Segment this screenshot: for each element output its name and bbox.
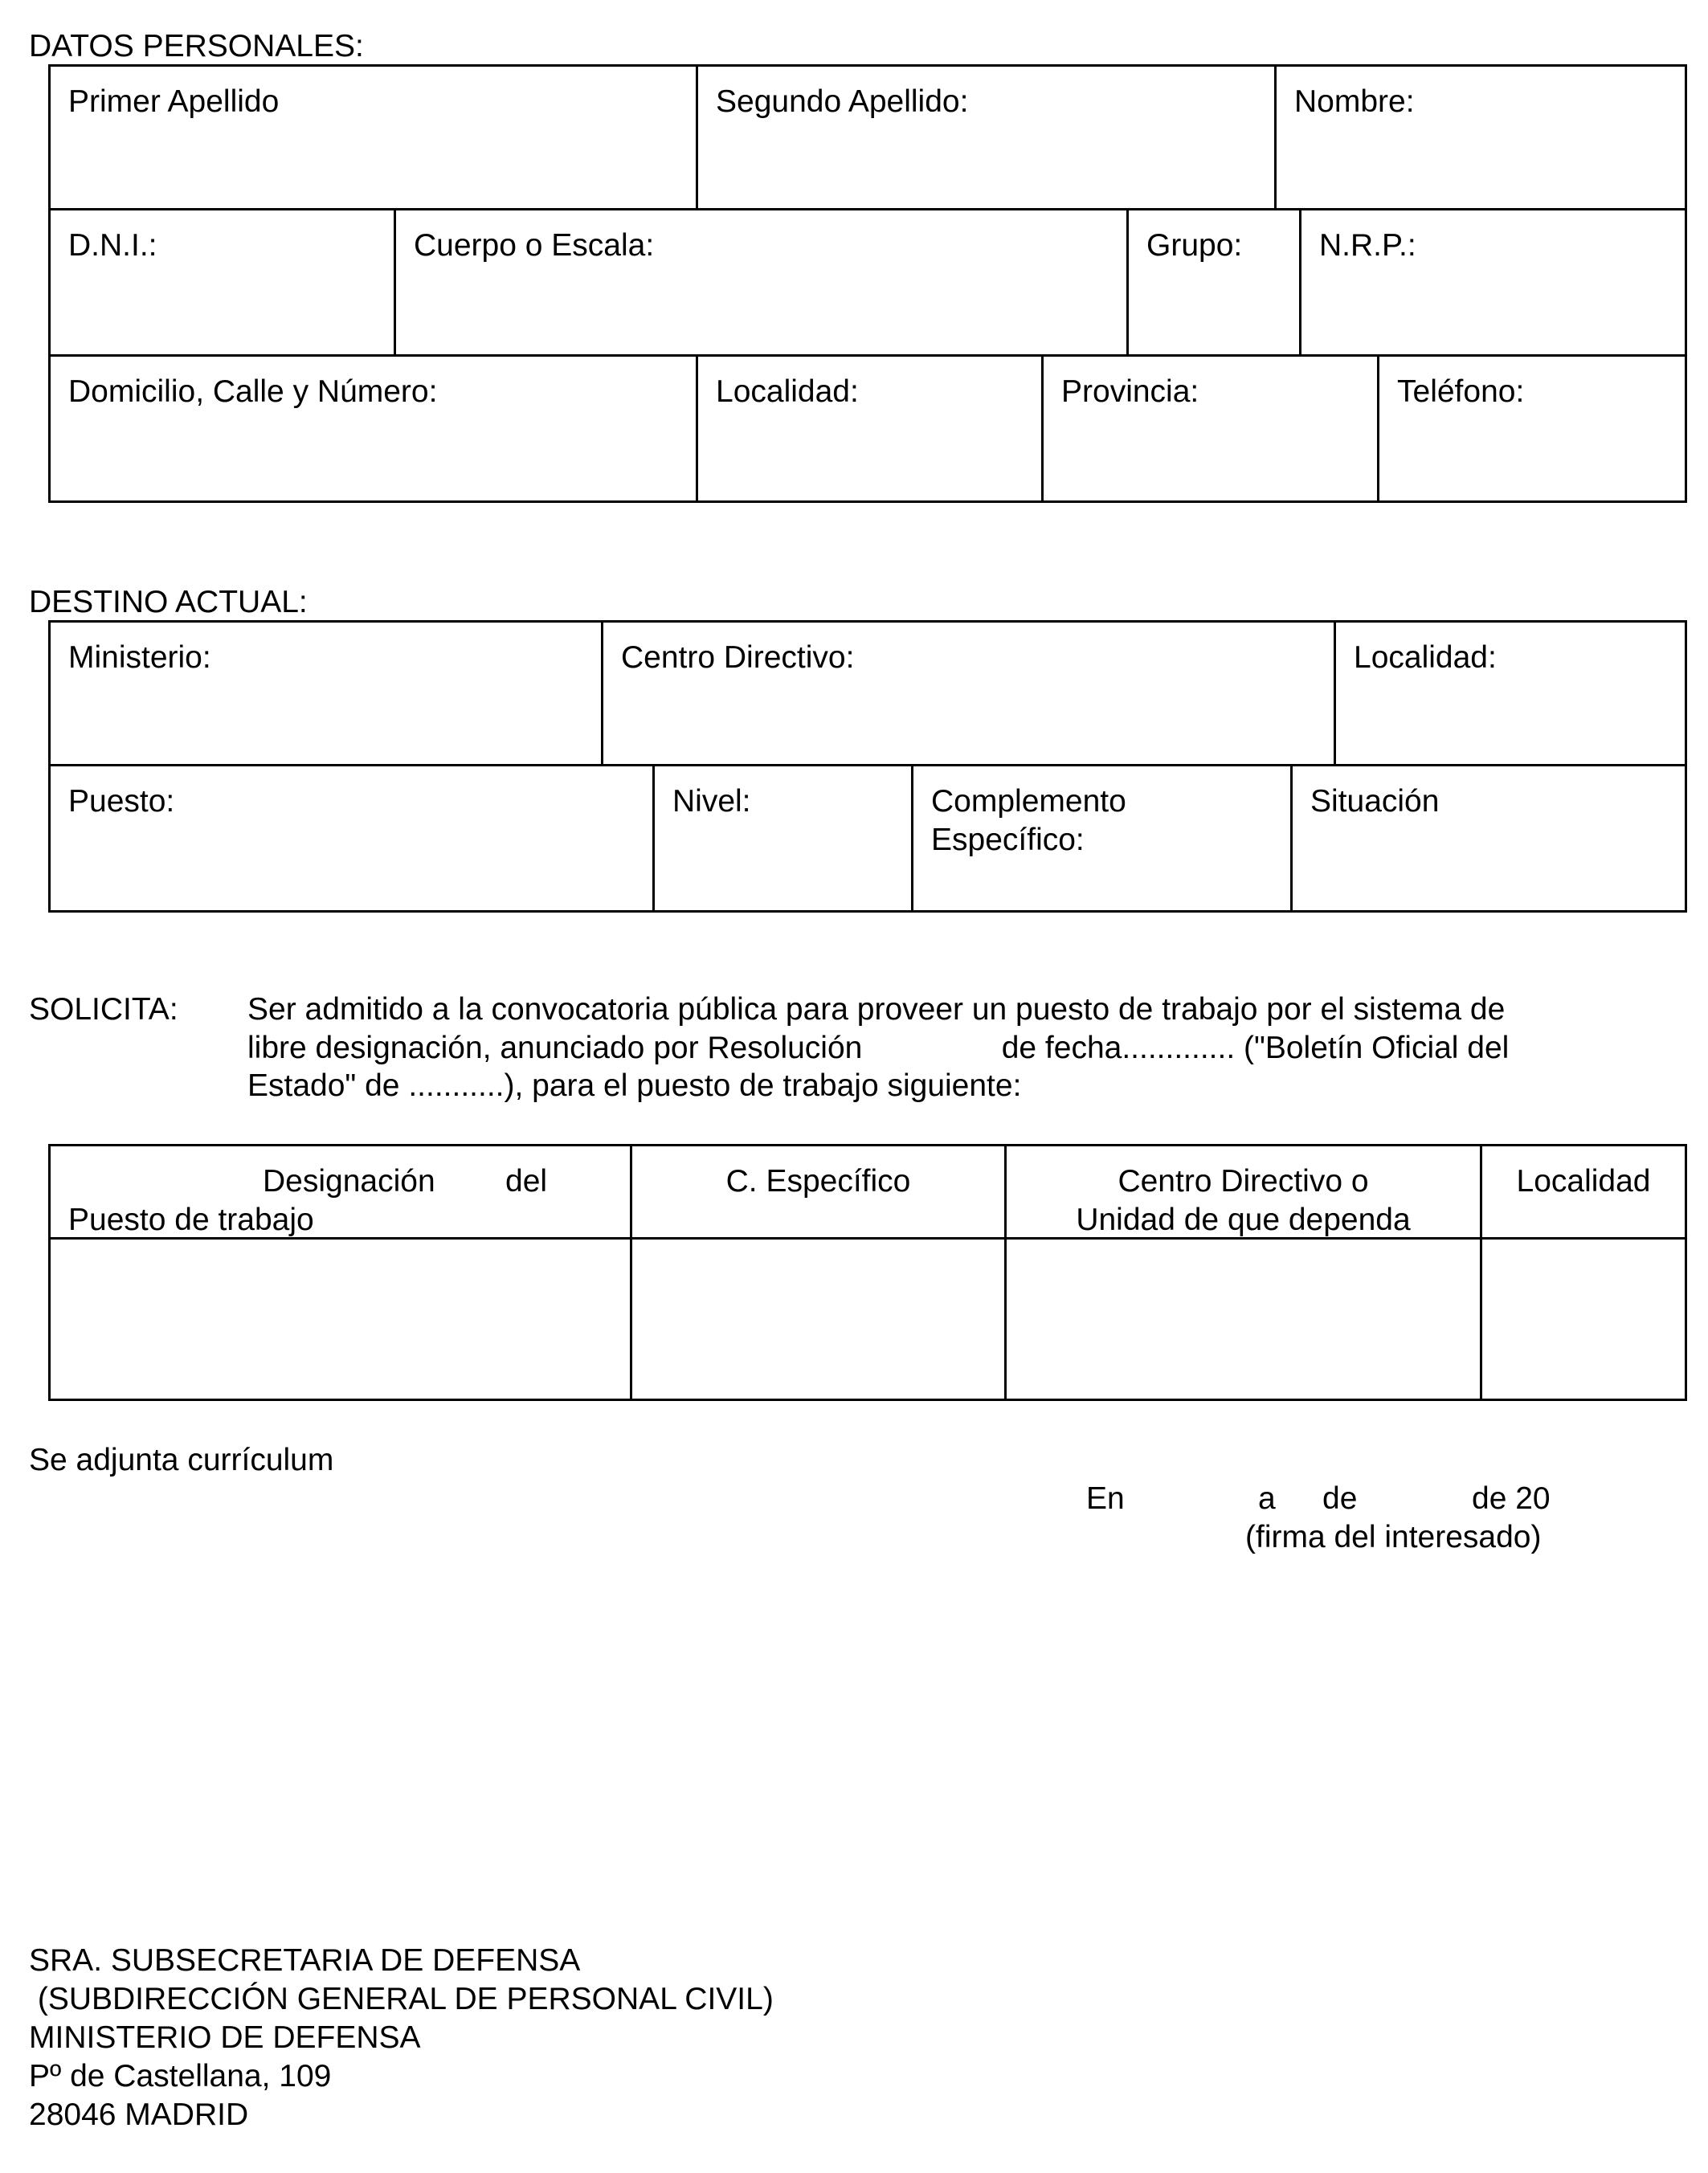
complemento-label-line1: Complemento — [931, 784, 1126, 819]
solicita-label: SOLICITA: — [29, 992, 178, 1027]
segundo-apellido-field[interactable] — [698, 67, 1277, 208]
telefono-label: Teléfono: — [1397, 374, 1525, 409]
localidad-field[interactable] — [698, 357, 1044, 500]
fecha-en-text: En — [1086, 1481, 1125, 1516]
situacion-field[interactable] — [1293, 766, 1685, 910]
destino-localidad-label: Localidad: — [1354, 640, 1497, 675]
domicilio-field[interactable] — [51, 357, 698, 500]
situacion-label: Situación — [1310, 784, 1440, 819]
dni-field[interactable] — [51, 210, 396, 354]
destino-actual-heading: DESTINO ACTUAL: — [29, 585, 308, 619]
provincia-field[interactable] — [1044, 357, 1379, 500]
nrp-field[interactable] — [1301, 210, 1685, 354]
puesto-table-row — [51, 1240, 1685, 1399]
puesto-field[interactable] — [51, 766, 655, 910]
designacion-input-cell[interactable] — [51, 1240, 632, 1399]
fecha-a-text: a — [1258, 1481, 1276, 1516]
datos-row-2 — [48, 210, 1687, 357]
solicita-line-1: Ser admitido a la convocatoria pública para proveer un puesto de trabajo por el sistema de — [247, 992, 1506, 1027]
fecha-de-text: de — [1322, 1481, 1358, 1516]
solicita-line-2: libre designación, anunciado por Resolución de fecha............. ("Boletín Oficial del — [247, 1030, 1510, 1065]
cuerpo-escala-field[interactable] — [396, 210, 1129, 354]
centro-directivo-input-cell[interactable] — [1007, 1240, 1482, 1399]
header-designacion — [51, 1146, 632, 1237]
puesto-label: Puesto: — [68, 784, 175, 819]
nivel-field[interactable] — [655, 766, 913, 910]
complemento-label-line2: Específico: — [931, 822, 1085, 857]
puesto-table-header — [51, 1146, 1685, 1240]
grupo-field[interactable] — [1129, 210, 1301, 354]
del-text: del — [505, 1164, 548, 1199]
provincia-label: Provincia: — [1061, 374, 1199, 409]
grupo-label: Grupo: — [1146, 228, 1243, 263]
centro-directivo-field[interactable] — [603, 623, 1336, 764]
cuerpo-escala-label: Cuerpo o Escala: — [414, 228, 655, 263]
destinatario-line-2: (SUBDIRECCIÓN GENERAL DE PERSONAL CIVIL) — [29, 1982, 774, 2016]
destinatario-line-3: MINISTERIO DE DEFENSA — [29, 2020, 421, 2055]
segundo-apellido-label: Segundo Apellido: — [716, 84, 969, 119]
puesto-de-trabajo-text: Puesto de trabajo — [68, 1203, 314, 1237]
datos-personales-grid — [48, 64, 1687, 503]
destino-row-1 — [48, 620, 1687, 766]
ministerio-field[interactable] — [51, 623, 603, 764]
telefono-field[interactable] — [1379, 357, 1685, 500]
localidad-label: Localidad: — [716, 374, 859, 409]
c-especifico-text: C. Específico — [725, 1164, 911, 1199]
c-especifico-input-cell[interactable] — [632, 1240, 1007, 1399]
ministerio-label: Ministerio: — [68, 640, 211, 675]
domicilio-label: Domicilio, Calle y Número: — [68, 374, 438, 409]
header-c-especifico — [632, 1146, 1007, 1237]
destino-actual-grid — [48, 620, 1687, 913]
firma-interesado-text: (firma del interesado) — [1245, 1520, 1542, 1554]
puesto-solicitado-table — [48, 1144, 1687, 1401]
localidad-input-cell[interactable] — [1482, 1240, 1685, 1399]
header-localidad — [1482, 1146, 1685, 1237]
nombre-field[interactable] — [1277, 67, 1685, 208]
datos-row-1 — [48, 64, 1687, 210]
primer-apellido-field[interactable] — [51, 67, 698, 208]
localidad-text: Localidad — [1516, 1164, 1651, 1199]
datos-personales-heading: DATOS PERSONALES: — [29, 29, 364, 63]
solicita-text — [247, 991, 1565, 1105]
nombre-label: Nombre: — [1294, 84, 1415, 119]
destinatario-line-5: 28046 MADRID — [29, 2097, 249, 2132]
centro-directivo-label: Centro Directivo: — [621, 640, 855, 675]
datos-row-3 — [48, 357, 1687, 503]
solicita-line-3: Estado" de ...........), para el puesto de trabajo siguiente: — [247, 1068, 1022, 1104]
dni-label: D.N.I.: — [68, 228, 157, 263]
designacion-text: Designación — [263, 1164, 435, 1199]
destino-row-2 — [48, 766, 1687, 913]
destinatario-line-1: SRA. SUBSECRETARIA DE DEFENSA — [29, 1943, 581, 1978]
header-centro-directivo — [1007, 1146, 1482, 1237]
destino-localidad-field[interactable] — [1336, 623, 1685, 764]
centro-directivo-line2: Unidad de que dependa — [1076, 1202, 1411, 1237]
nrp-label: N.R.P.: — [1319, 228, 1416, 263]
centro-directivo-line1: Centro Directivo o — [1118, 1164, 1369, 1199]
adjunta-curriculum-text: Se adjunta currículum — [29, 1443, 334, 1477]
complemento-especifico-field[interactable] — [913, 766, 1293, 910]
destinatario-line-4: Pº de Castellana, 109 — [29, 2059, 332, 2093]
primer-apellido-label: Primer Apellido — [68, 84, 280, 119]
nivel-label: Nivel: — [672, 784, 751, 819]
fecha-de-20-text: de 20 — [1472, 1481, 1551, 1516]
